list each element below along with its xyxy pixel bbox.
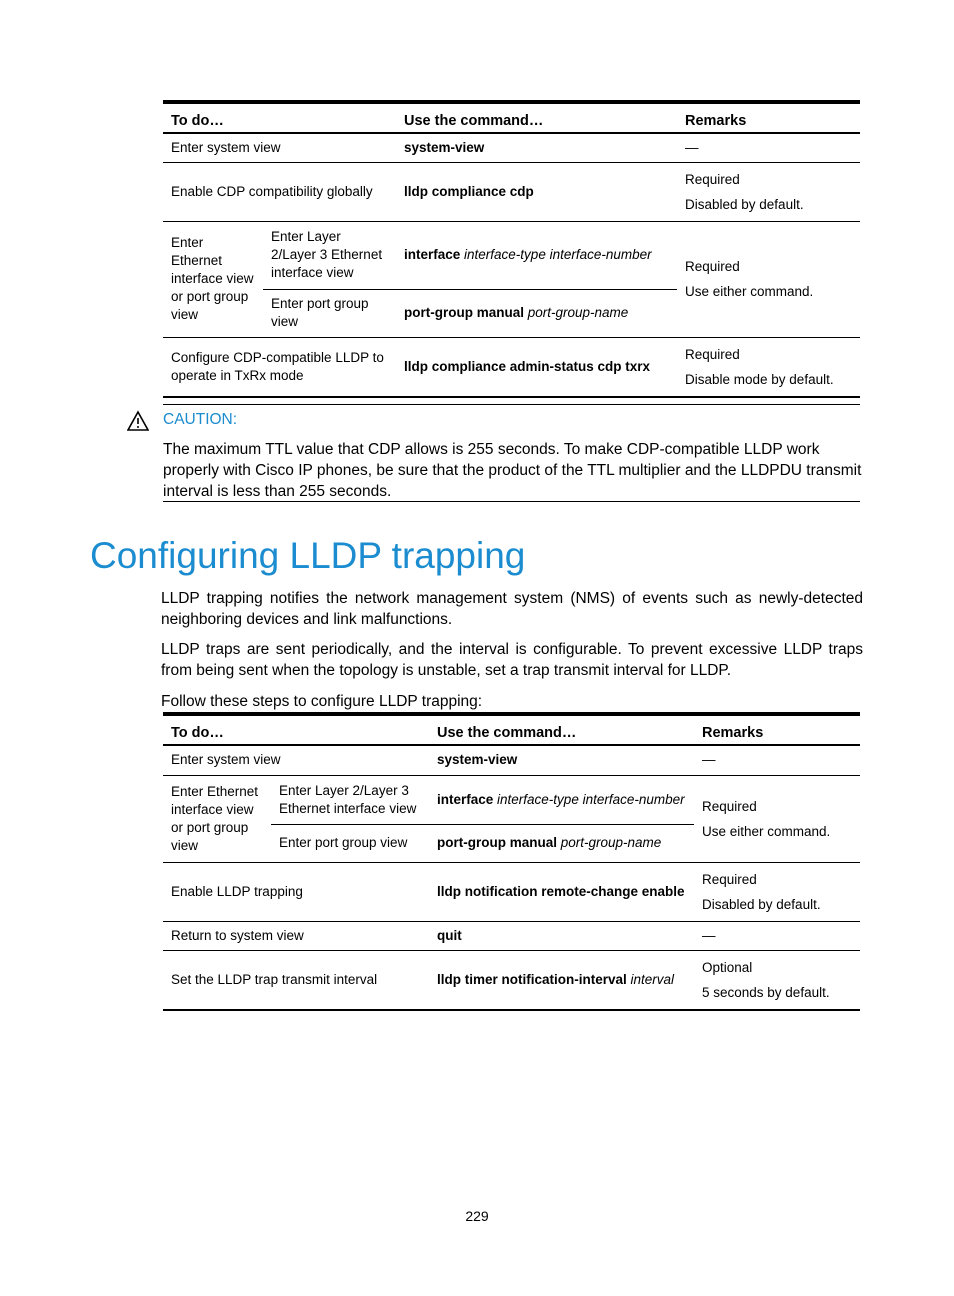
- header-command: Use the command…: [437, 725, 577, 741]
- todo-cell: Set the LLDP trap transmit interval: [171, 971, 378, 987]
- command-cell: [429, 775, 694, 824]
- paragraph: LLDP trapping notifies the network management system (NMS) of events such as newly-detected neighboring devices and link malfunctions.: [161, 590, 863, 628]
- remark-line: Use either command.: [685, 284, 814, 299]
- table-row: [163, 862, 860, 921]
- header-todo: To do…: [171, 725, 224, 741]
- paragraph: LLDP traps are sent periodically, and the interval is configurable. To prevent excessive LLDP traps from being sent when the topology is unstable, set a trap transmit interval for LLDP.: [161, 641, 863, 679]
- command-argument: port-group-name: [524, 305, 629, 320]
- command-keyword: lldp notification remote-change enable: [437, 883, 685, 899]
- caution-divider-bottom: [163, 501, 860, 502]
- remark-cell: —: [702, 752, 716, 768]
- table-header-row: [163, 714, 860, 745]
- table-row: [163, 337, 860, 397]
- remark-line: Optional: [702, 959, 753, 975]
- table-header-row: [163, 102, 860, 133]
- command-keyword: port-group manual: [437, 835, 557, 850]
- command-cell: [429, 824, 694, 862]
- caution-text: The maximum TTL value that CDP allows is 255 seconds. To make CDP-compatible LLDP work properly with Cisco IP phones, be sure that the product of the TTL multiplier and the LLDPDU transmit interval is less than 255 seconds.: [163, 441, 862, 500]
- todo-cell: Enter system view: [171, 139, 281, 155]
- subtask-cell: Enter port group view: [271, 296, 369, 329]
- remark-line: Disable mode by default.: [685, 371, 834, 387]
- command-cell: [396, 337, 677, 397]
- remark-line: Use either command.: [702, 823, 831, 839]
- caution-divider-top: [163, 404, 860, 405]
- command-argument: port-group-name: [557, 835, 662, 850]
- command-keyword: quit: [437, 927, 462, 943]
- command-cell: [396, 221, 677, 289]
- remark-line: Required: [685, 346, 740, 362]
- remark-cell: —: [685, 139, 699, 155]
- table-row: [163, 221, 860, 289]
- header-command: Use the command…: [404, 113, 544, 129]
- command-keyword: interface: [437, 791, 494, 807]
- caution-title: CAUTION:: [163, 411, 238, 428]
- command-keyword: port-group manual: [404, 305, 524, 320]
- todo-cell: Enable LLDP trapping: [171, 883, 303, 899]
- header-todo: To do…: [171, 113, 224, 129]
- remark-cell: [677, 162, 860, 221]
- todo-cell: Enable CDP compatibility globally: [171, 183, 373, 199]
- subtask-cell: Enter Layer 2/Layer 3 Ethernet interface view: [279, 782, 417, 816]
- command-argument: interface-type interface-number: [493, 791, 685, 807]
- page-number: 229: [465, 1208, 489, 1224]
- group-label-cell: Enter Ethernet interface view or port group view: [163, 775, 271, 862]
- cdp-config-table: [163, 100, 860, 398]
- command-cell: [429, 745, 694, 775]
- remark-cell: [677, 221, 860, 337]
- command-keyword: lldp compliance admin-status cdp txrx: [404, 358, 651, 374]
- remark-line: Disabled by default.: [685, 196, 804, 212]
- subtask-cell: Enter Layer 2/Layer 3 Ethernet interface view: [263, 221, 396, 289]
- todo-cell: Enter system view: [171, 752, 281, 768]
- command-argument: interval: [626, 971, 675, 987]
- remark-cell: [694, 862, 860, 921]
- command-argument: interface-type interface-number: [460, 247, 652, 262]
- command-keyword: system-view: [437, 752, 518, 768]
- warning-triangle-icon: [127, 410, 149, 432]
- todo-cell: Configure CDP-compatible LLDP to operate in TxRx mode: [171, 349, 384, 383]
- todo-cell: Return to system view: [171, 927, 304, 943]
- command-cell: [429, 921, 694, 950]
- command-cell: [396, 162, 677, 221]
- command-cell: [429, 862, 694, 921]
- remark-line: 5 seconds by default.: [702, 984, 830, 1000]
- table-row: [163, 921, 860, 950]
- group-label-cell: Enter Ethernet interface view or port group view: [163, 221, 263, 337]
- remark-line: Required: [685, 171, 740, 187]
- header-remarks: Remarks: [702, 725, 764, 741]
- table-row: [163, 745, 860, 775]
- section-title: Configuring LLDP trapping: [90, 535, 526, 576]
- table-row: [163, 775, 860, 824]
- table-row: [163, 950, 860, 1010]
- remark-line: Required: [702, 871, 757, 887]
- paragraph: Follow these steps to configure LLDP trapping:: [161, 693, 483, 710]
- command-keyword: system-view: [404, 139, 485, 155]
- table-row: [163, 133, 860, 162]
- remark-line: Required: [702, 798, 757, 814]
- lldp-trapping-table: [163, 712, 860, 1011]
- remark-line: Required: [685, 259, 740, 274]
- command-keyword: lldp compliance cdp: [404, 183, 534, 199]
- subtask-cell: Enter port group view: [279, 835, 408, 850]
- remark-line: Disabled by default.: [702, 896, 821, 912]
- remark-cell: [694, 950, 860, 1010]
- command-cell: [396, 289, 677, 337]
- command-keyword: interface: [404, 247, 461, 262]
- header-remarks: Remarks: [685, 113, 747, 129]
- remark-cell: [677, 337, 860, 397]
- command-keyword: lldp timer notification-interval: [437, 971, 627, 987]
- command-cell: [429, 950, 694, 1010]
- remark-cell: [694, 775, 860, 862]
- remark-cell: —: [702, 927, 716, 943]
- table-row: [163, 162, 860, 221]
- command-cell: [396, 133, 677, 162]
